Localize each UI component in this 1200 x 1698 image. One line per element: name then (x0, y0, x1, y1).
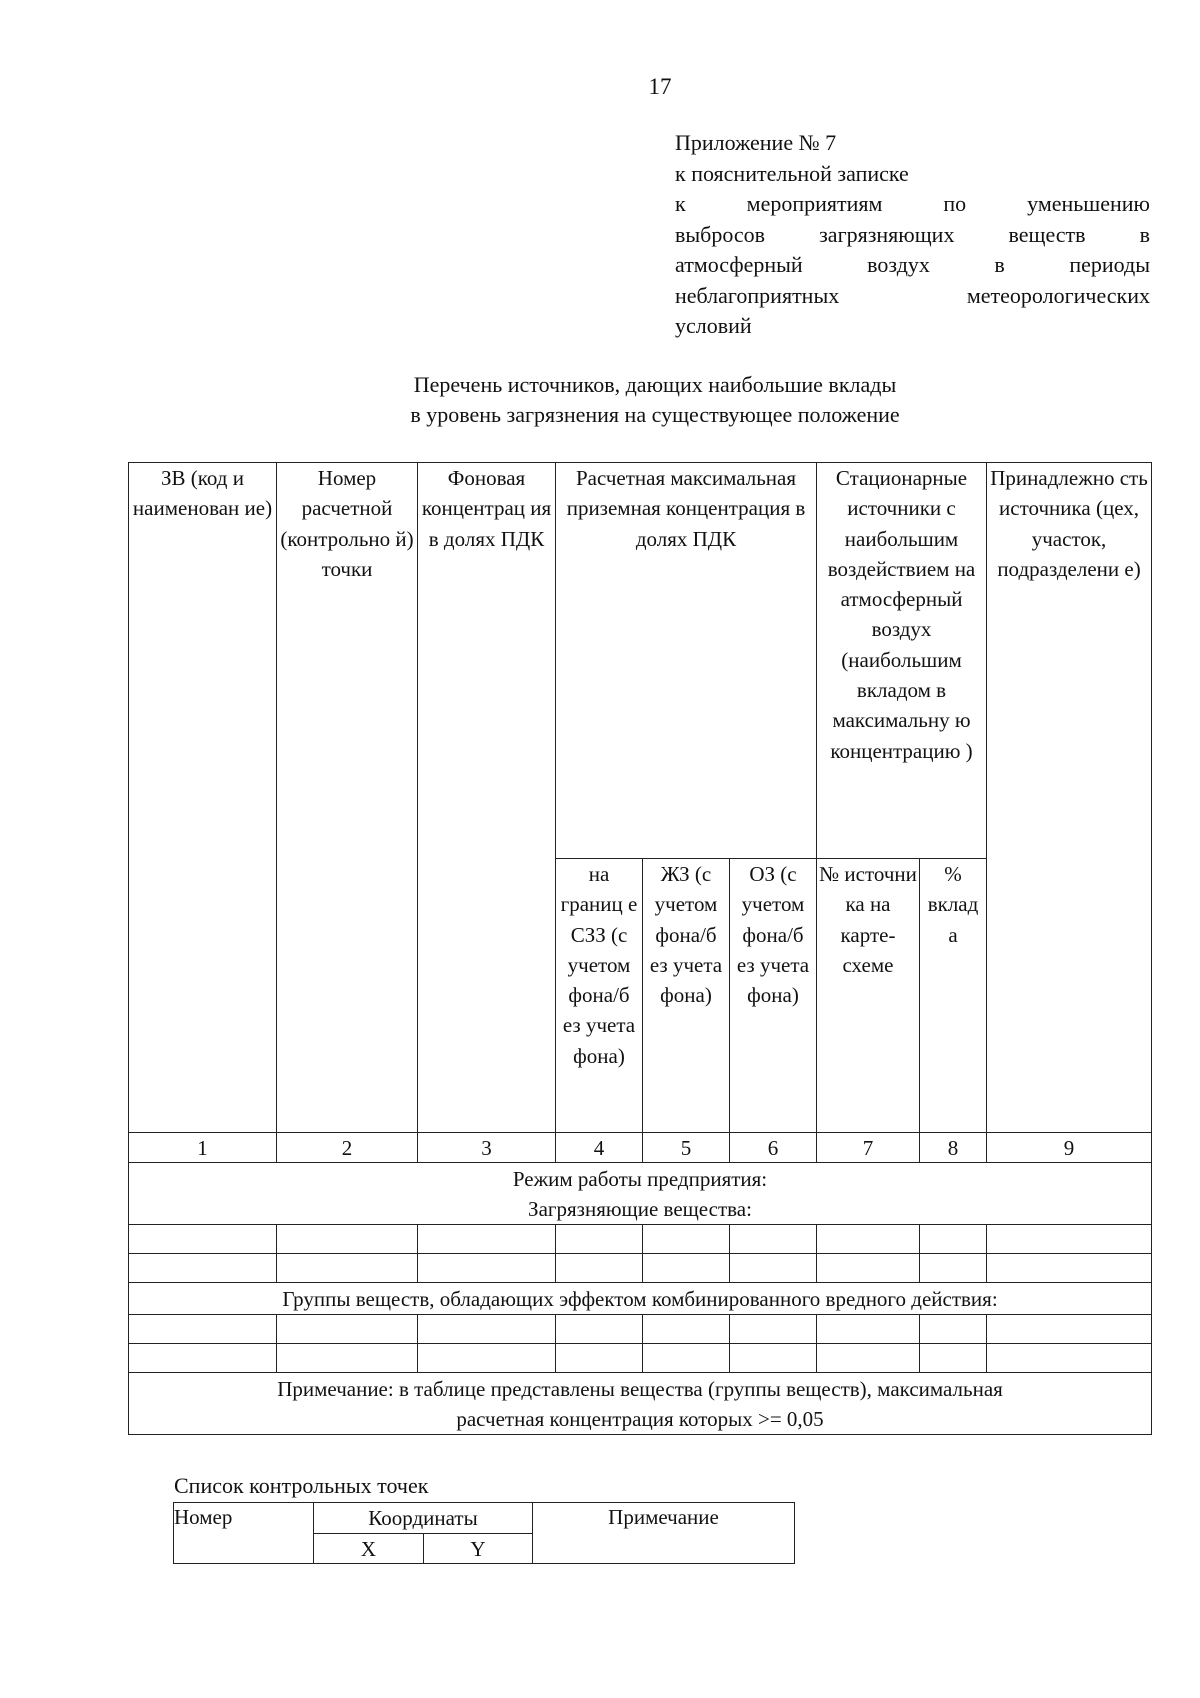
header-number: Номер (174, 1503, 314, 1564)
table-cell (987, 1344, 1152, 1373)
table-cell (920, 1225, 987, 1254)
table-cell (129, 1225, 277, 1254)
header-note: Примечание (533, 1503, 795, 1564)
header-coordinates: Координаты (314, 1503, 533, 1534)
section-operating-mode (129, 1163, 1152, 1225)
header-point-number: Номер расчетной (контрольно й) точки (277, 463, 418, 1133)
table-cell (817, 1225, 920, 1254)
table-row (129, 1254, 1152, 1283)
table-cell (418, 1344, 556, 1373)
table-cell (643, 1315, 730, 1344)
table-cell (920, 1254, 987, 1283)
table-cell (129, 1344, 277, 1373)
table-cell (730, 1254, 817, 1283)
column-number: 9 (987, 1133, 1152, 1163)
appendix-line: к пояснительной записке (675, 160, 909, 186)
table-cell (643, 1254, 730, 1283)
table-cell (556, 1315, 643, 1344)
appendix-header (675, 128, 1150, 342)
column-number: 4 (556, 1133, 643, 1163)
column-number: 3 (418, 1133, 556, 1163)
table-cell (920, 1315, 987, 1344)
table-cell (643, 1225, 730, 1254)
table-cell (987, 1225, 1152, 1254)
table-cell (556, 1344, 643, 1373)
column-number: 6 (730, 1133, 817, 1163)
table-cell (277, 1254, 418, 1283)
table-cell (730, 1225, 817, 1254)
control-points-title: Список контрольных точек (174, 1473, 429, 1498)
column-number: 2 (277, 1133, 418, 1163)
appendix-line: неблагоприятных метеорологических (675, 282, 1150, 308)
column-number: 7 (817, 1133, 920, 1163)
table-cell (987, 1254, 1152, 1283)
table-cell (129, 1315, 277, 1344)
sources-table (128, 462, 1152, 1435)
table-row (129, 1315, 1152, 1344)
header-residential-zone: ЖЗ (с учетом фона/б ез учета фона) (643, 859, 730, 1133)
appendix-line: выбросов загрязняющих веществ в (675, 221, 1150, 247)
table-cell (556, 1254, 643, 1283)
header-stationary-sources: Стационарные источники с наибольшим воздействием на атмосферный воздух (наибольшим вкладом в максимальну ю концентрацию ) (817, 463, 987, 859)
table-cell (730, 1344, 817, 1373)
section-substance-groups: Группы веществ, обладающих эффектом комбинированного вредного действия: (129, 1283, 1152, 1315)
note-line: Примечание: в таблице представлены вещества (группы веществ), максимальная (277, 1376, 1003, 1401)
header-source-ownership: Принадлежно сть источника (цех, участок, подразделени е) (987, 463, 1152, 1133)
table-cell (920, 1344, 987, 1373)
table-cell (418, 1254, 556, 1283)
header-x: X (314, 1534, 424, 1564)
title-line: Перечень источников, дающих наибольшие вклады (413, 372, 897, 397)
note-line: расчетная концентрация которых >= 0,05 (456, 1406, 824, 1431)
table-cell (418, 1315, 556, 1344)
section-line: Режим работы предприятия: (512, 1166, 768, 1191)
header-calculated-concentration: Расчетная максимальная приземная концентрация в долях ПДК (556, 463, 817, 859)
column-number: 5 (643, 1133, 730, 1163)
table-cell (277, 1225, 418, 1254)
table-cell (987, 1315, 1152, 1344)
header-contribution-percent: % вклад а (920, 859, 987, 1133)
control-points-table (173, 1502, 795, 1564)
table-cell (277, 1344, 418, 1373)
page-number: 17 (648, 74, 672, 99)
table-cell (730, 1315, 817, 1344)
table-cell (817, 1344, 920, 1373)
header-source-number: № источни ка на карте- схеме (817, 859, 920, 1133)
header-szz-border: на границ е СЗЗ (с учетом фона/б ез учета фона) (556, 859, 643, 1133)
appendix-line: Приложение № 7 (675, 130, 837, 155)
appendix-line: к мероприятиям по уменьшению (675, 191, 1150, 216)
appendix-line: условий (675, 313, 752, 338)
document-title (130, 370, 1180, 430)
table-cell (817, 1254, 920, 1283)
title-line: в уровень загрязнения на существующее положение (410, 402, 900, 427)
section-line: Загрязняющие вещества: (528, 1196, 752, 1221)
header-recreation-zone: ОЗ (с учетом фона/б ез учета фона) (730, 859, 817, 1133)
table-cell (817, 1315, 920, 1344)
column-number: 1 (129, 1133, 277, 1163)
table-note (129, 1373, 1152, 1435)
table-row (129, 1225, 1152, 1254)
table-cell (418, 1225, 556, 1254)
table-cell (277, 1315, 418, 1344)
table-cell (643, 1344, 730, 1373)
table-row (129, 1344, 1152, 1373)
table-cell (556, 1225, 643, 1254)
column-number: 8 (920, 1133, 987, 1163)
appendix-line: атмосферный воздух в периоды (675, 252, 1150, 277)
header-background: Фоновая концентрац ия в долях ПДК (418, 463, 556, 1133)
header-y: Y (424, 1534, 533, 1564)
header-pollutant: ЗВ (код и наименован ие) (129, 463, 277, 1133)
table-cell (129, 1254, 277, 1283)
